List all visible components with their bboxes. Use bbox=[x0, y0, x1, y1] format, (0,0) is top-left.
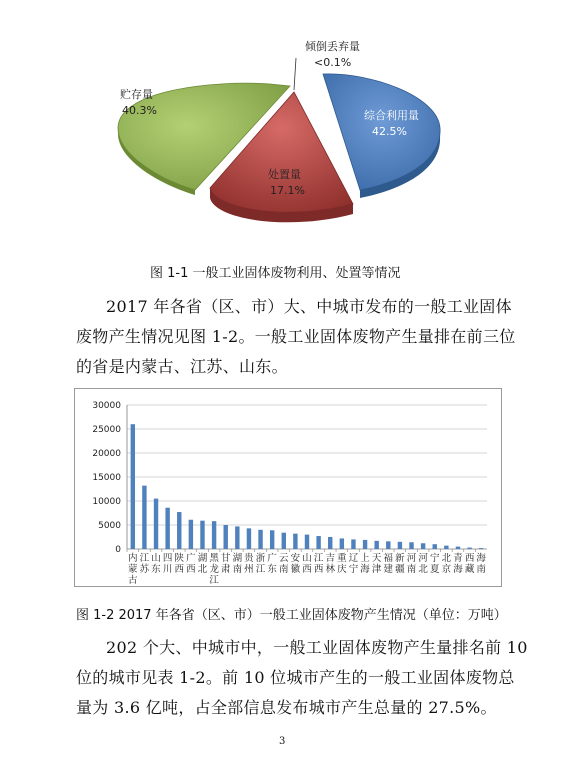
paragraph-2-line-1: 202 个大、中城市中，一般工业固体废物产生量排名前 10 bbox=[106, 638, 528, 657]
bar bbox=[444, 546, 448, 549]
x-tick-label: 河南 bbox=[406, 553, 417, 575]
x-tick-label: 山东 bbox=[151, 553, 161, 575]
x-tick-label: 陕西 bbox=[174, 553, 185, 575]
y-tick-label: 0 bbox=[115, 545, 121, 555]
figure-1-caption: 图 1-1 一般工业固体废物利用、处置等情况 bbox=[150, 266, 401, 281]
x-tick-label: 宁夏 bbox=[429, 553, 440, 575]
x-tick-label: 青海 bbox=[453, 553, 463, 575]
bar bbox=[340, 538, 344, 549]
x-tick-label: 西藏 bbox=[464, 553, 475, 575]
y-tick-label: 20000 bbox=[92, 449, 121, 459]
bar bbox=[363, 540, 367, 549]
bar bbox=[328, 537, 332, 549]
pie-label-dumped: 倾倒丢弃量 bbox=[305, 40, 360, 53]
pie-label-disposal: 处置量 bbox=[268, 168, 301, 181]
y-tick-label: 15000 bbox=[92, 473, 121, 483]
bar bbox=[247, 528, 251, 549]
bar bbox=[224, 525, 228, 549]
paragraph-2 bbox=[76, 633, 528, 723]
pie-value-utilization: 42.5% bbox=[372, 125, 407, 138]
bar bbox=[421, 543, 425, 549]
bar-chart-frame bbox=[74, 388, 502, 587]
pie-value-dumped: <0.1% bbox=[314, 56, 352, 69]
bar bbox=[386, 541, 390, 549]
bar bbox=[142, 486, 146, 549]
bar bbox=[165, 508, 169, 549]
figure-2-caption: 图 1-2 2017 年各省（区、市）一般工业固体废物产生情况（单位：万吨） bbox=[76, 608, 507, 623]
pie-chart bbox=[110, 28, 450, 248]
bar bbox=[258, 530, 262, 549]
bar bbox=[456, 547, 460, 549]
bar bbox=[131, 424, 135, 549]
x-tick-label: 福建 bbox=[383, 553, 394, 575]
bar bbox=[235, 526, 239, 549]
x-tick-label: 天津 bbox=[371, 553, 382, 575]
bar bbox=[433, 544, 437, 549]
bar bbox=[479, 548, 483, 549]
bar bbox=[316, 536, 320, 549]
page-number: 3 bbox=[279, 736, 286, 747]
x-tick-label: 安徽 bbox=[290, 553, 301, 575]
bar bbox=[154, 499, 158, 549]
x-tick-label: 广东 bbox=[267, 553, 277, 575]
x-tick-label: 江西 bbox=[313, 553, 324, 575]
x-tick-label: 湖南 bbox=[232, 553, 243, 575]
paragraph-1-line-3: 的省是内蒙古、江苏、山东。 bbox=[76, 357, 288, 376]
bar bbox=[270, 530, 274, 549]
pie-label-utilization: 综合利用量 bbox=[364, 109, 419, 122]
y-tick-label: 25000 bbox=[92, 425, 121, 435]
x-tick-label: 北京 bbox=[441, 553, 452, 575]
x-tick-label: 辽宁 bbox=[348, 553, 359, 575]
pie-label-storage: 贮存量 bbox=[120, 88, 153, 101]
x-tick-label: 重庆 bbox=[337, 553, 347, 575]
y-tick-label: 5000 bbox=[98, 521, 121, 531]
x-tick-label: 贵州 bbox=[244, 553, 254, 575]
paragraph-1-line-1: 2017 年各省（区、市）大、中城市发布的一般工业固体 bbox=[106, 297, 512, 316]
bar bbox=[177, 512, 181, 549]
x-tick-label: 内蒙古 bbox=[128, 553, 138, 586]
paragraph-2-line-2: 位的城市见表 1-2。前 10 位城市产生的一般工业固体废物总 bbox=[76, 668, 515, 687]
x-tick-label: 吉林 bbox=[325, 553, 335, 575]
bar bbox=[282, 533, 286, 549]
paragraph-2-line-3: 量为 3.6 亿吨，占全部信息发布城市产生总量的 27.5%。 bbox=[76, 698, 497, 717]
x-tick-label: 新疆 bbox=[395, 553, 405, 575]
x-tick-label: 上海 bbox=[360, 553, 370, 575]
x-tick-label: 江苏 bbox=[139, 553, 150, 575]
x-tick-label: 四川 bbox=[162, 553, 173, 575]
pie-value-disposal: 17.1% bbox=[270, 184, 305, 197]
y-tick-label: 10000 bbox=[92, 497, 121, 507]
x-tick-label: 甘肃 bbox=[220, 553, 231, 575]
bar bbox=[351, 539, 355, 549]
x-tick-label: 山西 bbox=[302, 553, 312, 575]
x-tick-label: 海南 bbox=[476, 553, 486, 575]
x-tick-label: 河北 bbox=[418, 553, 428, 575]
x-tick-label: 湖北 bbox=[197, 553, 208, 575]
bar bbox=[374, 541, 378, 549]
bar bbox=[305, 535, 309, 549]
bar bbox=[189, 520, 193, 549]
pie-value-storage: 40.3% bbox=[122, 104, 157, 117]
bar bbox=[200, 521, 204, 549]
bar-chart bbox=[75, 389, 503, 588]
x-tick-label: 黑龙江 bbox=[209, 553, 219, 586]
x-tick-label: 广西 bbox=[186, 553, 196, 575]
x-tick-label: 云南 bbox=[279, 553, 289, 575]
bar bbox=[467, 548, 471, 549]
paragraph-1-line-2: 废物产生情况见图 1-2。一般工业固体废物产生量排在前三位 bbox=[76, 327, 516, 346]
bar bbox=[398, 542, 402, 549]
y-tick-label: 30000 bbox=[92, 401, 121, 411]
bar bbox=[293, 534, 297, 549]
bar bbox=[409, 542, 413, 549]
x-tick-label: 浙江 bbox=[255, 553, 266, 575]
paragraph-1 bbox=[76, 292, 516, 382]
bar bbox=[212, 521, 216, 549]
